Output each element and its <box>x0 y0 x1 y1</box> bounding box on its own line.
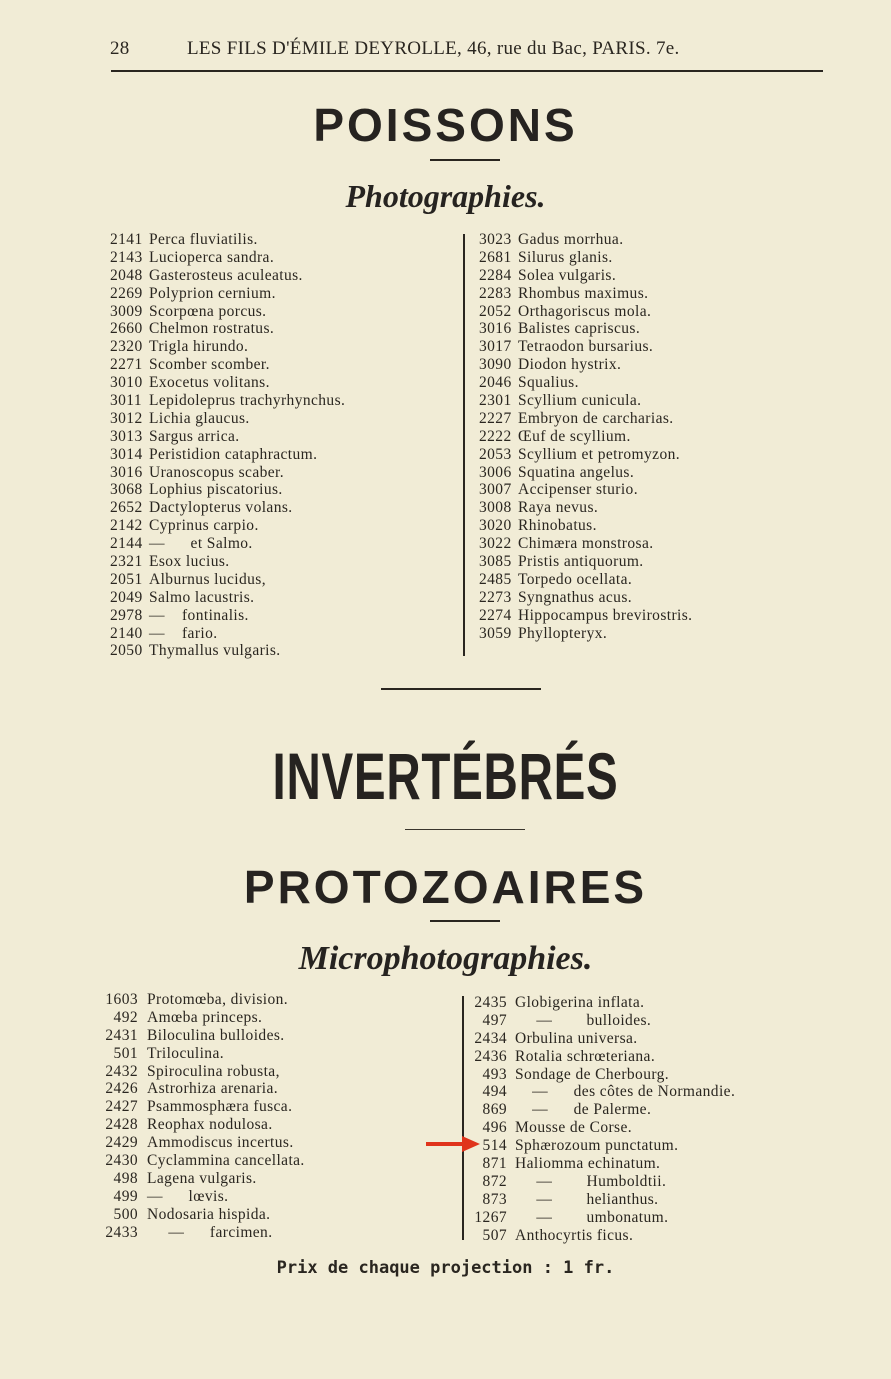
catalog-number: 2320 <box>110 338 143 356</box>
species-name: Astrorhiza arenaria. <box>147 1080 279 1098</box>
red-arrow-icon <box>424 1133 484 1155</box>
catalog-number: 494 <box>482 1083 507 1101</box>
list-item <box>105 1116 448 1134</box>
species-name: — de Palerme. <box>515 1101 652 1119</box>
list-item <box>108 1045 448 1063</box>
species-name: Thymallus vulgaris. <box>149 642 281 660</box>
list-item <box>110 589 460 607</box>
catalog-number: 2431 <box>105 1026 138 1044</box>
catalog-number: 2429 <box>105 1134 138 1152</box>
catalog-number: 3022 <box>479 535 512 553</box>
catalog-number: 3016 <box>110 463 143 481</box>
species-name: Balistes capriscus. <box>518 320 641 338</box>
catalog-number: 3090 <box>479 356 512 374</box>
list-item <box>476 1191 786 1209</box>
list-item <box>479 499 839 517</box>
protozoaires-column-divider <box>462 996 464 1240</box>
poissons-subtitle: Photographies. <box>345 178 546 214</box>
invertebres-rule <box>405 829 525 830</box>
species-name: Salmo lacustris. <box>149 588 255 606</box>
list-item <box>476 1227 786 1245</box>
list-item <box>479 481 839 499</box>
species-name: Pristis antiquorum. <box>518 553 644 571</box>
species-name: Lichia glaucus. <box>149 409 250 427</box>
list-item <box>479 338 839 356</box>
catalog-number: 872 <box>482 1172 507 1190</box>
species-name: Syngnathus acus. <box>518 588 633 606</box>
species-name: Œuf de scyllium. <box>518 427 631 445</box>
species-name: Peristidion cataphractum. <box>149 445 318 463</box>
catalog-number: 514 <box>482 1137 507 1155</box>
list-item <box>110 464 460 482</box>
species-name: — umbonatum. <box>515 1208 669 1226</box>
species-name: Protomœba, division. <box>147 991 289 1008</box>
list-item <box>110 553 460 571</box>
species-name: Uranoscopus scaber. <box>149 463 285 481</box>
catalog-number: 2433 <box>105 1223 138 1241</box>
species-name: — lœvis. <box>147 1187 229 1205</box>
list-item <box>110 285 460 303</box>
catalog-number: 2144 <box>110 535 143 553</box>
list-item <box>110 535 460 553</box>
list-item <box>105 1134 448 1152</box>
list-item <box>479 625 839 643</box>
protozoaires-list-left <box>105 991 448 1241</box>
catalog-number: 2052 <box>479 302 512 320</box>
species-name: — fontinalis. <box>149 606 249 624</box>
species-name: Raya nevus. <box>518 499 599 517</box>
catalog-number: 3068 <box>110 481 143 499</box>
species-name: Cyclammina cancellata. <box>147 1152 305 1170</box>
species-name: Haliomma echinatum. <box>515 1155 661 1173</box>
list-item <box>476 1155 786 1173</box>
catalog-number: 2050 <box>110 642 143 660</box>
catalog-number: 3008 <box>479 499 512 517</box>
species-name: Dactylopterus volans. <box>149 499 293 517</box>
catalog-number: 2274 <box>479 606 512 624</box>
catalog-number: 3007 <box>479 481 512 499</box>
species-name: Perca fluviatilis. <box>149 231 258 248</box>
list-item <box>110 410 460 428</box>
species-name: — fario. <box>149 624 218 642</box>
list-item <box>479 410 839 428</box>
species-name: Chimæra monstrosa. <box>518 535 654 553</box>
catalog-number: 3085 <box>479 553 512 571</box>
species-name: Nodosaria hispida. <box>147 1205 271 1223</box>
list-item <box>110 231 460 249</box>
species-name: Lagena vulgaris. <box>147 1169 257 1187</box>
catalog-number: 873 <box>482 1190 507 1208</box>
catalog-number: 1267 <box>474 1208 507 1226</box>
list-item <box>105 1026 448 1045</box>
catalog-number: 2049 <box>110 588 143 606</box>
species-name: Gasterosteus aculeatus. <box>149 266 303 284</box>
catalog-number: 2436 <box>474 1047 507 1065</box>
species-name: Psammosphæra fusca. <box>147 1098 293 1116</box>
species-name: Reophax nodulosa. <box>147 1116 273 1134</box>
species-name: Rhombus maximus. <box>518 284 649 302</box>
catalog-number: 3006 <box>479 463 512 481</box>
list-item <box>110 267 460 285</box>
list-item <box>479 464 839 482</box>
list-item <box>479 303 839 321</box>
list-item <box>476 1101 786 1119</box>
catalog-number: 2978 <box>110 606 143 624</box>
catalog-number: 2141 <box>110 231 143 248</box>
catalog-number: 3016 <box>479 320 512 338</box>
list-item <box>108 1188 448 1206</box>
species-name: Torpedo ocellata. <box>518 570 633 588</box>
list-item <box>110 607 460 625</box>
species-name: — des côtes de Normandie. <box>515 1083 736 1101</box>
list-item <box>110 481 460 499</box>
list-item <box>479 374 839 392</box>
catalog-number: 3020 <box>479 517 512 535</box>
species-name: Cyprinus carpio. <box>149 517 259 535</box>
species-name: Sargus arrica. <box>149 427 240 445</box>
list-item <box>110 338 460 356</box>
species-name: Squalius. <box>518 374 579 392</box>
list-item <box>105 1080 448 1098</box>
list-item <box>110 499 460 517</box>
species-name: Phyllopteryx. <box>518 624 608 642</box>
catalog-number: 3059 <box>479 624 512 642</box>
list-item <box>476 994 786 1012</box>
species-name: Solea vulgaris. <box>518 266 617 284</box>
catalog-number: 2143 <box>110 248 143 266</box>
list-item <box>479 356 839 374</box>
species-name: Silurus glanis. <box>518 248 613 266</box>
species-name: Accipenser sturio. <box>518 481 638 499</box>
protozoaires-subtitle: Microphotographies. <box>298 940 593 977</box>
species-name: Sphærozoum punctatum. <box>515 1137 679 1155</box>
catalog-number: 3009 <box>110 302 143 320</box>
catalog-number: 2053 <box>479 445 512 463</box>
catalog-number: 2046 <box>479 374 512 392</box>
species-name: Lepidoleprus trachyrhynchus. <box>149 392 346 410</box>
page-number: 28 <box>110 38 130 59</box>
protozoaires-list-right <box>476 994 786 1244</box>
list-item <box>476 1030 786 1048</box>
list-item <box>479 607 839 625</box>
catalog-number: 2140 <box>110 624 143 642</box>
list-item <box>105 1152 448 1170</box>
list-item <box>110 356 460 374</box>
catalog-number: 2301 <box>479 392 512 410</box>
list-item <box>479 535 839 553</box>
protozoaires-title: PROTOZOAIRES <box>243 861 648 913</box>
list-item <box>105 1062 448 1081</box>
list-item <box>110 303 460 321</box>
species-name: Rhinobatus. <box>518 517 597 535</box>
poissons-column-divider <box>463 234 465 656</box>
list-item <box>110 374 460 392</box>
catalog-number: 3010 <box>110 374 143 392</box>
list-item <box>110 571 460 589</box>
catalog-number: 2269 <box>110 284 143 302</box>
catalog-number: 2283 <box>479 284 512 302</box>
catalog-number: 2426 <box>105 1080 138 1098</box>
list-item <box>110 517 460 535</box>
species-name: Orthagoriscus mola. <box>518 302 652 320</box>
catalog-number: 500 <box>113 1205 138 1223</box>
list-item <box>479 392 839 410</box>
catalog-number: 2271 <box>110 356 143 374</box>
species-name: Biloculina bulloides. <box>147 1026 285 1044</box>
catalog-number: 2681 <box>479 248 512 266</box>
species-name: Scyllium et petromyzon. <box>518 445 681 463</box>
list-item <box>479 285 839 303</box>
list-item <box>105 1223 448 1242</box>
species-name: Ammodiscus incertus. <box>147 1134 294 1152</box>
catalog-number: 2434 <box>474 1029 507 1047</box>
species-name: Embryon de carcharias. <box>518 409 674 427</box>
catalog-number: 3014 <box>110 445 143 463</box>
list-item <box>110 320 460 338</box>
catalog-number: 2048 <box>110 266 143 284</box>
catalog-number: 869 <box>482 1101 507 1119</box>
catalog-number: 1603 <box>105 991 138 1008</box>
species-name: Scyllium cunicula. <box>518 392 642 410</box>
catalog-number: 2432 <box>105 1062 138 1080</box>
list-item <box>110 428 460 446</box>
catalog-number: 496 <box>482 1119 507 1137</box>
catalog-number: 871 <box>482 1155 507 1173</box>
catalog-number: 2427 <box>105 1098 138 1116</box>
species-name: Chelmon rostratus. <box>149 320 275 338</box>
species-name: Trigla hirundo. <box>149 338 249 356</box>
protozoaires-title-rule <box>430 920 500 922</box>
list-item <box>110 249 460 267</box>
species-name: Sondage de Cherbourg. <box>515 1065 670 1083</box>
species-name: — Humboldtii. <box>515 1172 667 1190</box>
catalog-number: 2321 <box>110 553 143 571</box>
species-name: Exocetus volitans. <box>149 374 270 392</box>
list-item <box>108 1170 448 1188</box>
list-item <box>479 571 839 589</box>
catalog-number: 2435 <box>474 994 507 1011</box>
species-name: — farcimen. <box>147 1223 273 1241</box>
catalog-number: 498 <box>113 1169 138 1187</box>
catalog-number: 507 <box>482 1226 507 1244</box>
catalog-number: 3013 <box>110 427 143 445</box>
list-item <box>476 1137 786 1155</box>
species-name: Lucioperca sandra. <box>149 248 275 266</box>
list-item <box>105 1098 448 1116</box>
price-note: Prix de chaque projection : 1 fr. <box>276 1258 615 1278</box>
species-name: — helianthus. <box>515 1190 659 1208</box>
species-name: Esox lucius. <box>149 553 230 571</box>
species-name: — et Salmo. <box>149 535 253 553</box>
species-name: Mousse de Corse. <box>515 1119 633 1137</box>
list-item <box>476 1083 786 1101</box>
species-name: Scorpœna porcus. <box>149 302 267 320</box>
catalog-number: 501 <box>113 1044 138 1062</box>
catalog-number: 2051 <box>110 570 143 588</box>
running-header <box>110 38 822 64</box>
list-item <box>476 1209 786 1227</box>
catalog-number: 499 <box>113 1187 138 1205</box>
list-item <box>108 1206 448 1224</box>
species-name: Anthocyrtis ficus. <box>515 1226 634 1244</box>
list-item <box>110 642 460 660</box>
species-name: Squatina angelus. <box>518 463 635 481</box>
list-item <box>476 1066 786 1084</box>
species-name: Globigerina inflata. <box>515 994 645 1011</box>
catalog-number: 2485 <box>479 570 512 588</box>
species-name: Polyprion cernium. <box>149 284 276 302</box>
catalog-number: 2222 <box>479 427 512 445</box>
list-item <box>479 320 839 338</box>
list-item <box>479 553 839 571</box>
catalog-number: 493 <box>482 1065 507 1083</box>
list-item <box>479 428 839 446</box>
list-item <box>476 1173 786 1191</box>
poissons-title: POISSONS <box>313 99 578 151</box>
species-name: Lophius piscatorius. <box>149 481 283 499</box>
list-item <box>479 589 839 607</box>
catalog-number: 2227 <box>479 409 512 427</box>
catalog-number: 497 <box>482 1011 507 1029</box>
species-name: Triloculina. <box>147 1044 224 1062</box>
list-item <box>479 249 839 267</box>
list-item <box>479 231 839 249</box>
list-item <box>476 1119 786 1137</box>
catalog-number: 2660 <box>110 320 143 338</box>
catalog-number: 2142 <box>110 517 143 535</box>
catalog-number: 2652 <box>110 499 143 517</box>
species-name: Amœba princeps. <box>147 1008 263 1026</box>
poissons-list-right <box>479 231 839 642</box>
catalog-number: 3023 <box>479 231 512 248</box>
list-item <box>110 625 460 643</box>
list-item <box>110 392 460 410</box>
species-name: Gadus morrhua. <box>518 231 624 248</box>
list-item <box>476 1048 786 1066</box>
list-item <box>479 267 839 285</box>
species-name: Alburnus lucidus, <box>149 570 267 588</box>
species-name: Orbulina universa. <box>515 1029 638 1047</box>
catalog-number: 2273 <box>479 588 512 606</box>
catalog-number: 2430 <box>105 1152 138 1170</box>
list-item <box>108 1009 448 1027</box>
list-item <box>110 446 460 464</box>
catalog-number: 3012 <box>110 409 143 427</box>
species-name: Hippocampus brevirostris. <box>518 606 693 624</box>
catalog-number: 2284 <box>479 266 512 284</box>
species-name: Spiroculina robusta, <box>147 1062 280 1080</box>
species-name: Scomber scomber. <box>149 356 270 374</box>
publisher-line: LES FILS D'ÉMILE DEYROLLE, 46, rue du Bac, PARIS. 7e. <box>187 38 680 59</box>
catalog-number: 2428 <box>105 1116 138 1134</box>
catalog-number: 3017 <box>479 338 512 356</box>
species-name: Tetraodon bursarius. <box>518 338 654 356</box>
poissons-title-rule <box>430 159 500 161</box>
header-rule <box>111 70 823 72</box>
poissons-list-left <box>110 231 460 660</box>
section-rule <box>381 688 541 690</box>
list-item <box>476 1012 786 1030</box>
catalog-number: 492 <box>113 1008 138 1026</box>
species-name: — bulloides. <box>515 1011 652 1029</box>
species-name: Diodon hystrix. <box>518 356 622 374</box>
list-item <box>479 517 839 535</box>
list-item <box>479 446 839 464</box>
invertebres-title: INVERTÉBRÉS <box>272 739 619 813</box>
list-item <box>105 991 448 1009</box>
species-name: Rotalia schrœteriana. <box>515 1047 656 1065</box>
catalog-number: 3011 <box>110 392 143 410</box>
